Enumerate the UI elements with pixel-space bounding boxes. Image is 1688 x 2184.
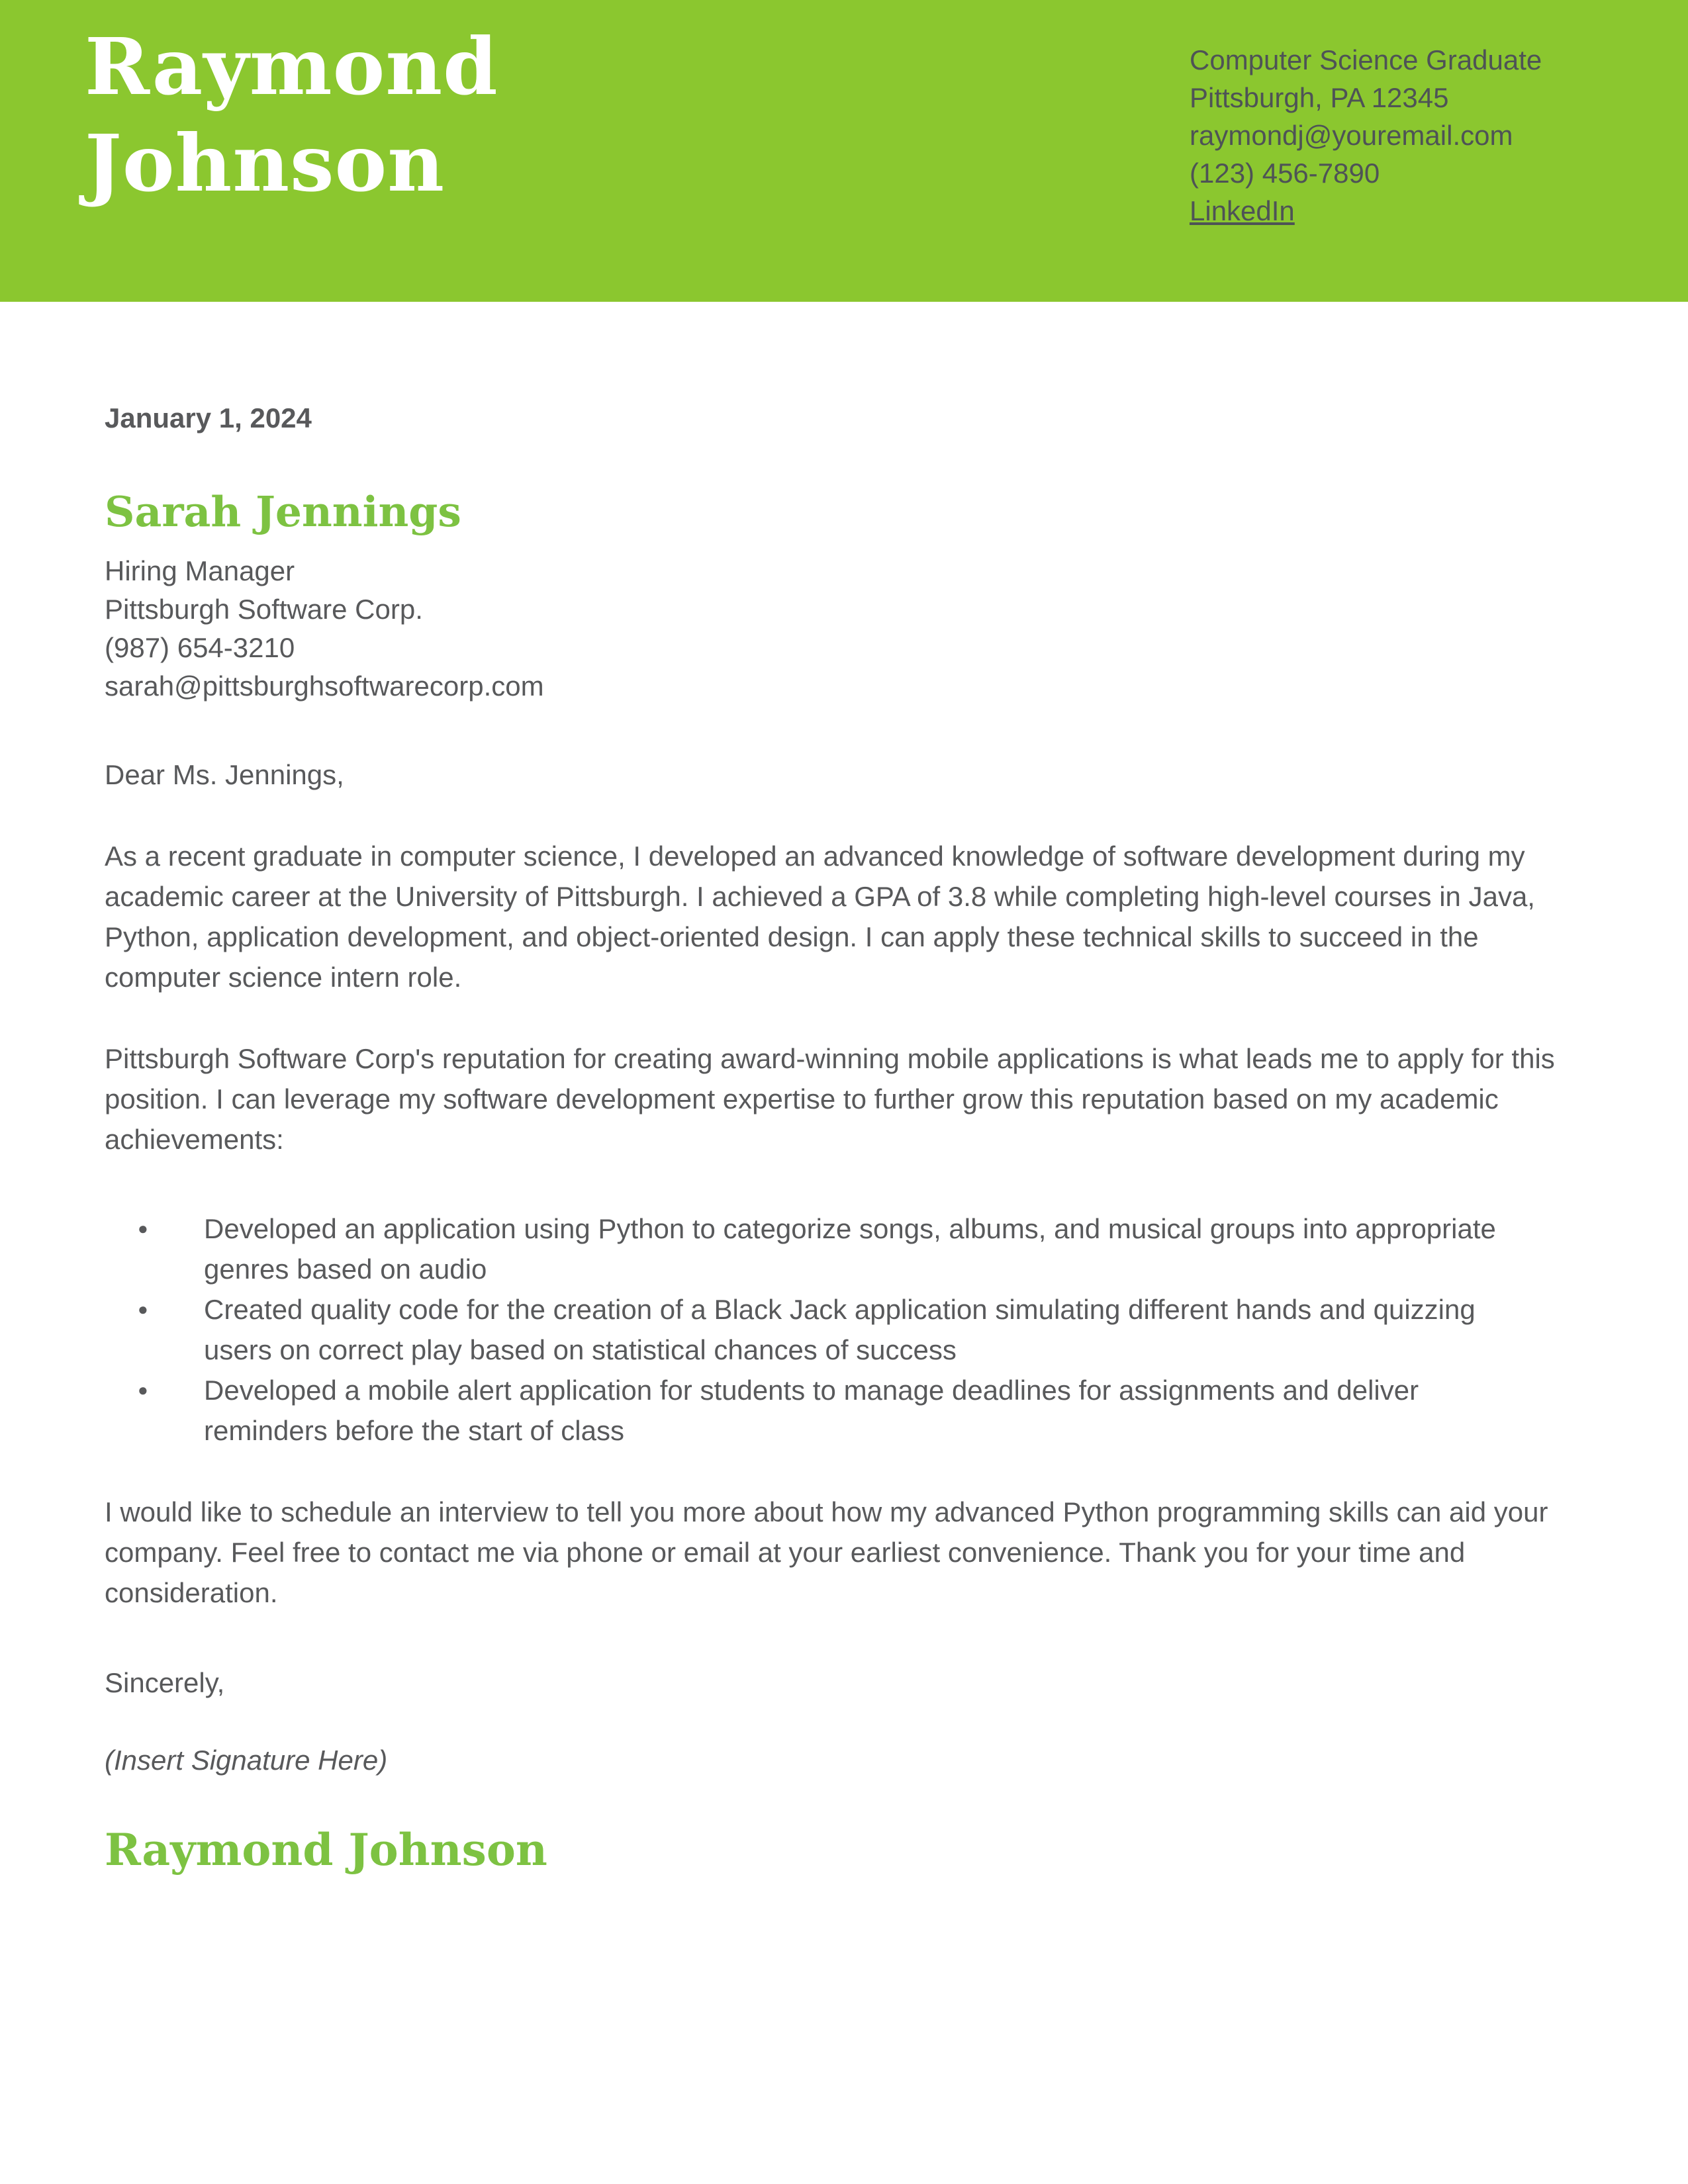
paragraph-company: Pittsburgh Software Corp's reputation for creating award-winning mobile applications is what leads me to apply for this position. I can leverage my software development expertise to further grow this reputation based on my academic achievements: xyxy=(105,1043,1555,1155)
sign-off: Sincerely, xyxy=(105,1667,225,1698)
list-item xyxy=(105,1208,1585,1289)
header-contact-block xyxy=(1190,41,1542,230)
contact-phone: (123) 456-7890 xyxy=(1190,158,1380,189)
applicant-last-name: Johnson xyxy=(85,117,445,209)
recipient-title: Hiring Manager xyxy=(105,555,295,586)
applicant-name-heading xyxy=(85,19,498,212)
achievement-list xyxy=(105,1208,1585,1451)
signature-placeholder: (Insert Signature Here) xyxy=(105,1745,388,1776)
list-item-text: Developed an application using Python to categorize songs, albums, and musical groups into appropriate genres based on audio xyxy=(204,1213,1496,1285)
contact-title: Computer Science Graduate xyxy=(1190,44,1542,75)
list-item xyxy=(105,1370,1585,1451)
signature-name: Raymond Johnson xyxy=(105,1824,547,1876)
letter-date: January 1, 2024 xyxy=(105,402,312,433)
list-item-text: Created quality code for the creation of a Black Jack application simulating different hands and quizzing users on correct play based on statistical chances of success xyxy=(204,1294,1476,1365)
bullet-icon: ● xyxy=(138,1299,148,1319)
contact-location: Pittsburgh, PA 12345 xyxy=(1190,82,1449,113)
linkedin-link[interactable]: LinkedIn xyxy=(1190,195,1295,226)
salutation: Dear Ms. Jennings, xyxy=(105,759,344,790)
paragraph-intro: As a recent graduate in computer science, I developed an advanced knowledge of software development during my academic career at the University of Pittsburgh. I achieved a GPA of 3.8 while completing high-level courses in Java, Python, application development, and object-oriented design. I can apply these technical skills to succeed in the computer science intern role. xyxy=(105,841,1535,993)
bullet-icon: ● xyxy=(138,1218,148,1238)
recipient-name: Sarah Jennings xyxy=(105,487,461,536)
paragraph-closing: I would like to schedule an interview to tell you more about how my advanced Python programming skills can aid your company. Feel free to contact me via phone or email at your earliest convenience. Thank you for your time and consideration. xyxy=(105,1496,1548,1608)
list-item xyxy=(105,1289,1585,1370)
contact-email: raymondj@youremail.com xyxy=(1190,120,1513,151)
recipient-details-block xyxy=(105,552,1585,705)
recipient-company: Pittsburgh Software Corp. xyxy=(105,594,423,625)
recipient-phone: (987) 654-3210 xyxy=(105,632,295,663)
bullet-icon: ● xyxy=(138,1380,148,1400)
list-item-text: Developed a mobile alert application for students to manage deadlines for assignments and deliver reminders before the start of class xyxy=(204,1375,1419,1446)
recipient-email: sarah@pittsburghsoftwarecorp.com xyxy=(105,670,544,702)
header-banner xyxy=(0,0,1688,302)
letter-body xyxy=(0,302,1688,1874)
applicant-first-name: Raymond xyxy=(85,21,498,113)
